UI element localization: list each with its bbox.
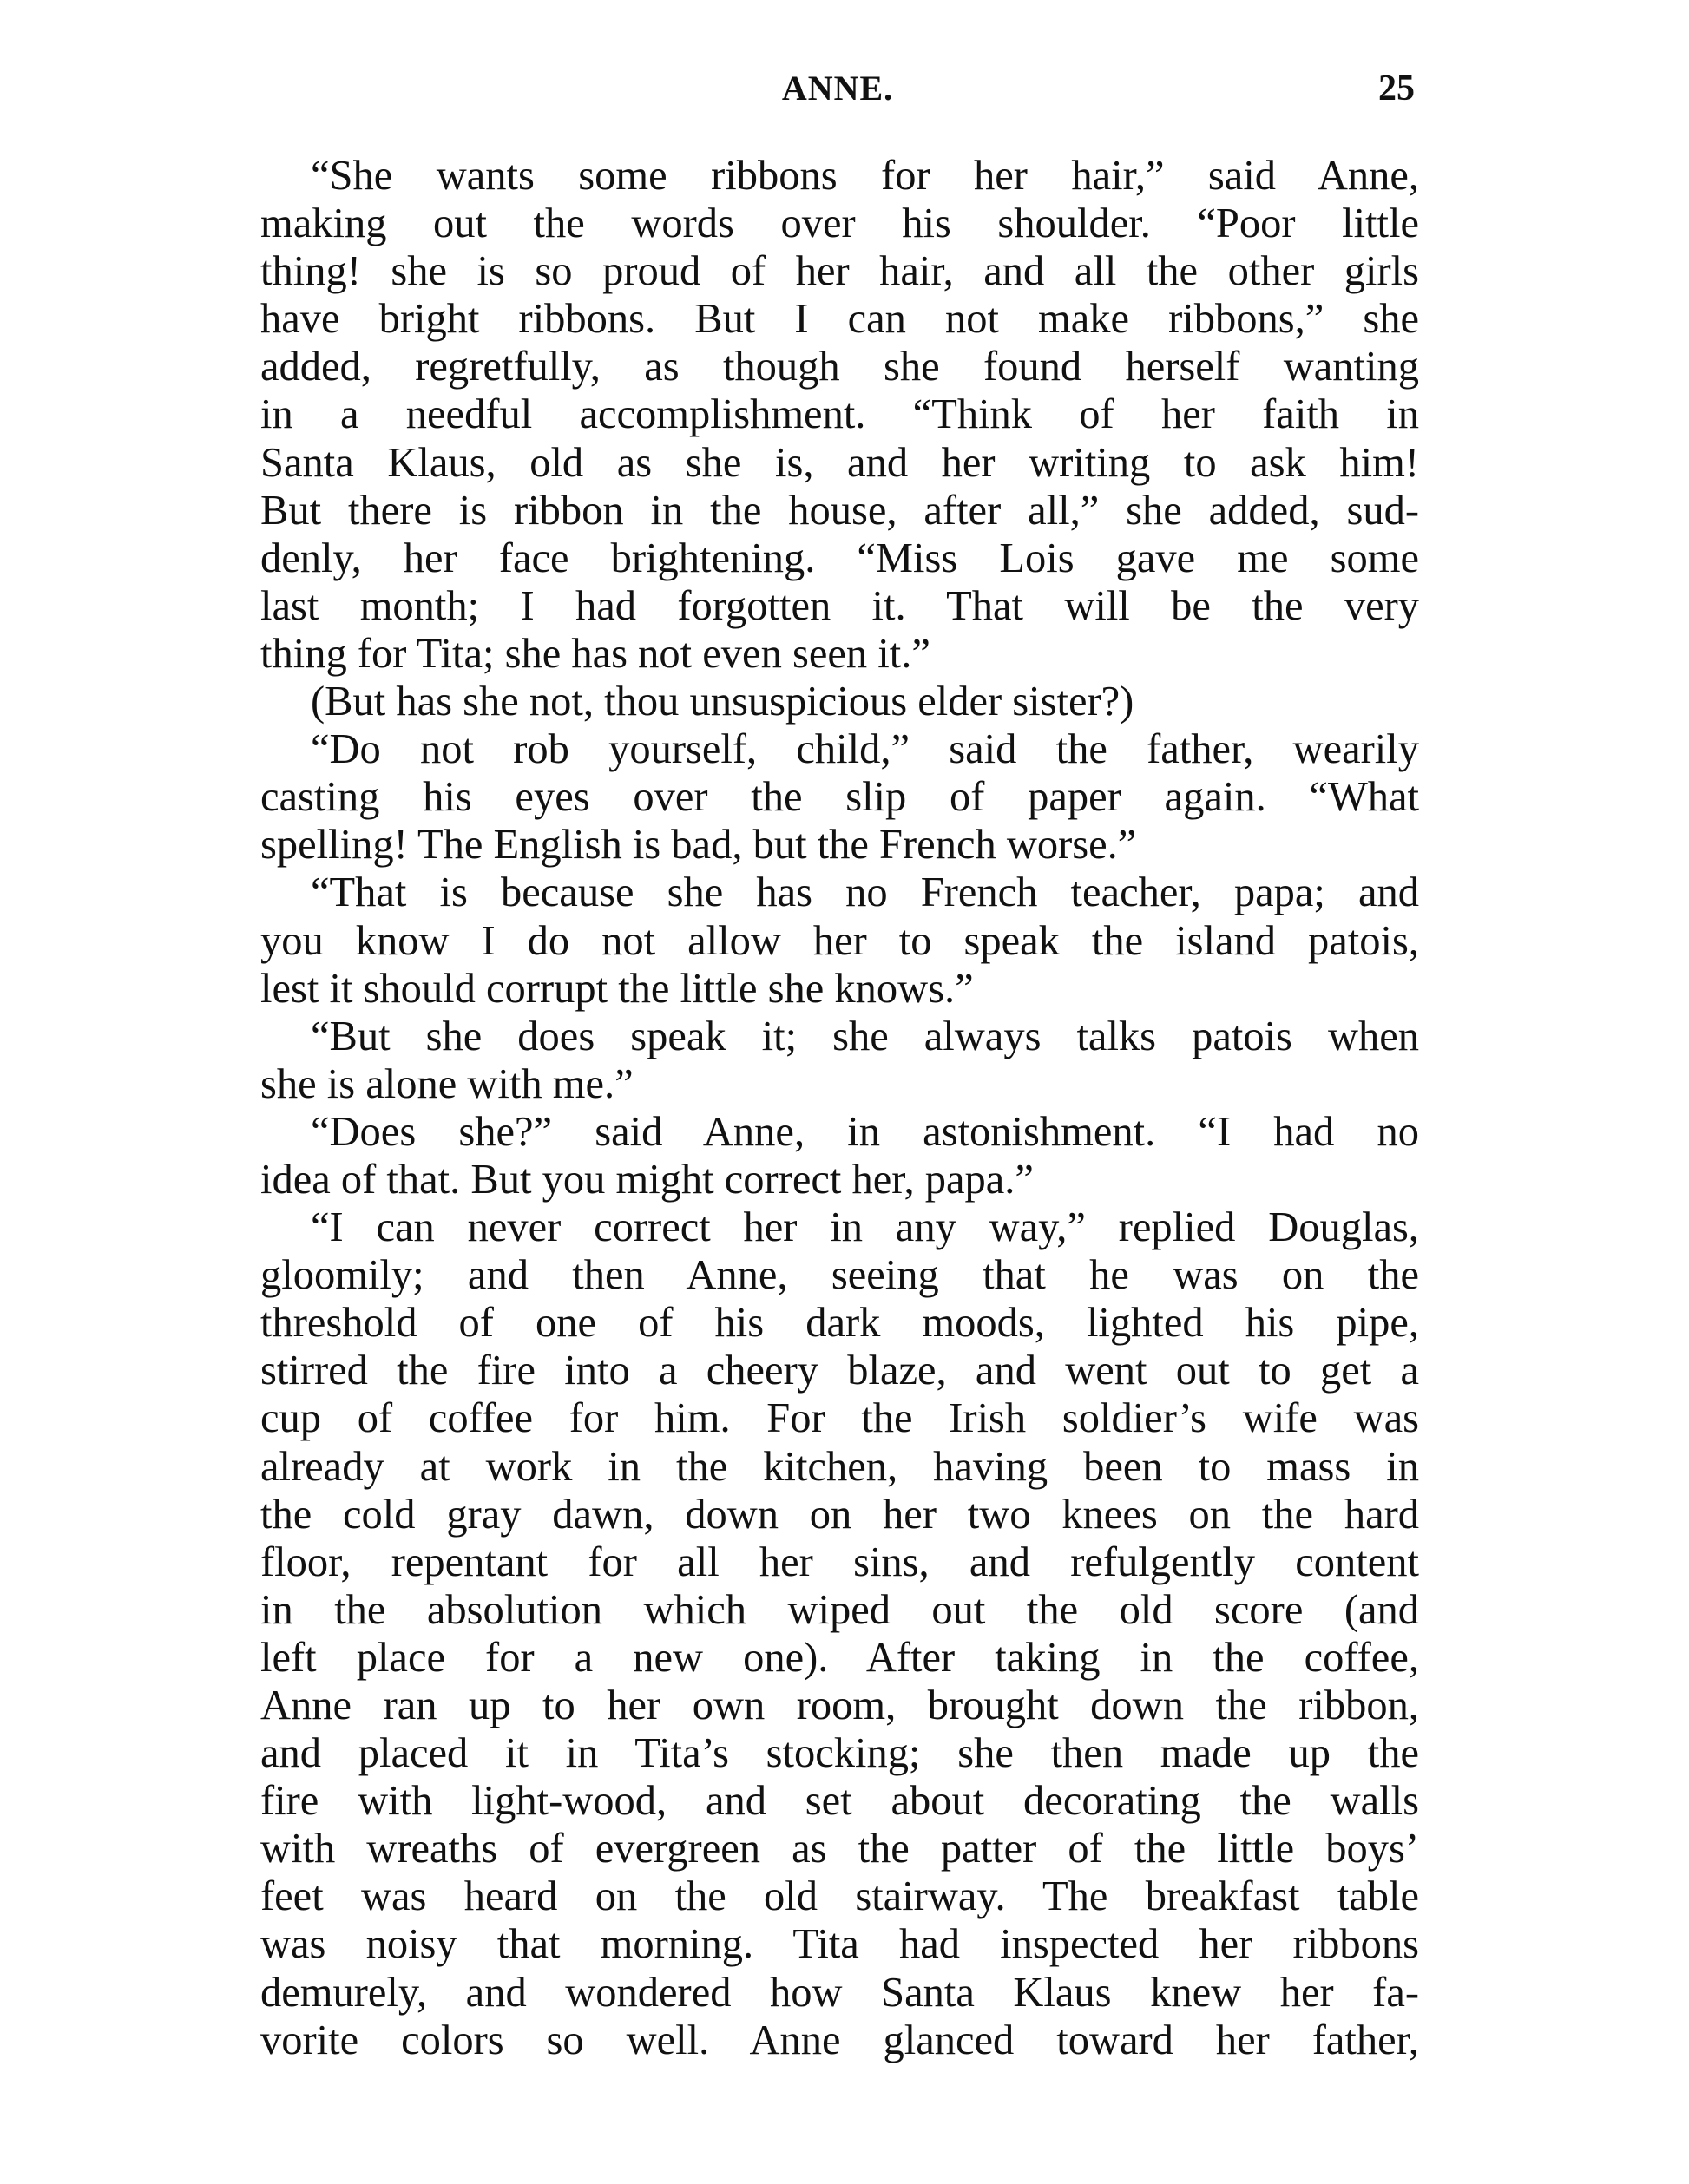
text-line: last month; I had forgotten it. That will be the very [260,582,1419,629]
text-line: in the absolution which wiped out the old score (and [260,1586,1419,1633]
text-line: “That is because she has no French teacher, papa; and [311,869,1419,916]
body-text [260,152,1419,2064]
running-title: ANNE. [781,69,894,108]
text-line: left place for a new one). After taking in the coffee, [260,1634,1419,1681]
text-line: But there is ribbon in the house, after all,” she added, sud- [260,487,1419,534]
text-line: floor, repentant for all her sins, and refulgently content [260,1538,1419,1585]
text-line: you know I do not allow her to speak the island patois, [260,917,1419,964]
text-line: casting his eyes over the slip of paper again. “What [260,774,1419,821]
text-line: spelling! The English is bad, but the French worse.” [260,822,1137,869]
text-line: she is alone with me.” [260,1060,634,1107]
text-line: cup of coffee for him. For the Irish soldier’s wife was [260,1395,1419,1442]
text-line: thing for Tita; she has not even seen it.” [260,630,930,677]
text-line: “But she does speak it; she always talks patois when [311,1013,1419,1059]
text-line: Santa Klaus, old as she is, and her writing to ask him! [260,439,1419,486]
text-line: demurely, and wondered how Santa Klaus knew her fa- [260,1969,1419,2016]
text-line: denly, her face brightening. “Miss Lois gave me some [260,535,1419,581]
text-line: added, regretfully, as though she found herself wanting [260,344,1419,390]
text-line: “Do not rob yourself, child,” said the father, wearily [311,726,1419,773]
text-line: lest it should corrupt the little she knows.” [260,965,974,1012]
text-line: vorite colors so well. Anne glanced toward her father, [260,2017,1419,2063]
text-line: in a needful accomplishment. “Think of her faith in [260,391,1419,438]
text-line: thing! she is so proud of her hair, and all the other girls [260,248,1419,295]
text-line: the cold gray dawn, down on her two knees on the hard [260,1491,1419,1538]
running-head [260,68,1415,111]
text-line: already at work in the kitchen, having been to mass in [260,1443,1419,1490]
text-line: (But has she not, thou unsuspicious elder sister?) [311,679,1134,725]
text-line: gloomily; and then Anne, seeing that he was on the [260,1252,1419,1299]
text-line: “I can never correct her in any way,” replied Douglas, [311,1204,1419,1251]
text-line: stirred the fire into a cheery blaze, and went out to get a [260,1348,1419,1394]
text-line: was noisy that morning. Tita had inspected her ribbons [260,1921,1419,1968]
text-line: idea of that. But you might correct her, papa.” [260,1156,1034,1203]
text-line: Anne ran up to her own room, brought down the ribbon, [260,1682,1419,1728]
text-line: “Does she?” said Anne, in astonishment. “I had no [311,1108,1419,1155]
text-line: have bright ribbons. But I can not make ribbons,” she [260,296,1419,343]
text-line: with wreaths of evergreen as the patter of the little boys’ [260,1826,1419,1872]
text-line: threshold of one of his dark moods, lighted his pipe, [260,1300,1419,1347]
text-line: feet was heard on the old stairway. The breakfast table [260,1873,1419,1920]
text-line: “She wants some ribbons for her hair,” said Anne, [311,153,1419,199]
text-line: fire with light-wood, and set about decorating the walls [260,1778,1419,1825]
page-number: 25 [1378,69,1415,108]
text-line: and placed it in Tita’s stocking; she then made up the [260,1730,1419,1777]
text-line: making out the words over his shoulder. “Poor little [260,200,1419,247]
